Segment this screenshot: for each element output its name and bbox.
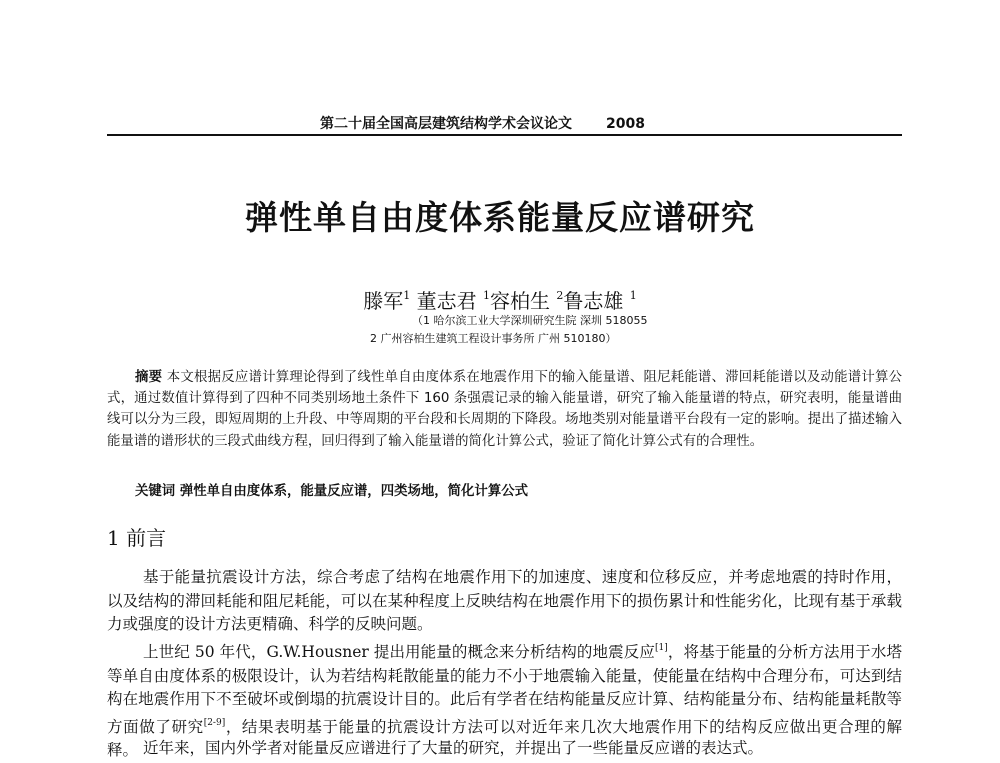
author-name: 董志君: [416, 289, 477, 313]
citation-ref: [1]: [654, 643, 668, 653]
abstract: [107, 367, 902, 452]
citation-ref: [2-9]: [203, 717, 226, 728]
keywords-text: 弹性单自由度体系，能量反应谱，四类场地，简化计算公式: [179, 484, 528, 499]
keywords-label: 关键词: [135, 484, 176, 499]
author-list: [0, 285, 1000, 314]
section-heading: [107, 522, 166, 551]
author-sup: 1: [403, 289, 411, 302]
section-number: 1: [107, 526, 120, 550]
header-year: 2008: [606, 116, 645, 132]
paragraph-2-part: ，结果表明基于能量的抗震设计方法可以对近年来几次大地震作用下的结构反应做出更合理的解释。: [107, 717, 902, 759]
paragraph-1: 基于能量抗震设计方法，综合考虑了结构在地震作用下的加速度、速度和位移反应，并考虑地震的持时作用，以及结构的滞回耗能和阻尼耗能，可以在某种程度上反映结构在地震作用下的损伤累计和性能劣化，比现有基于承载力或强度的设计方法更精确、科学的反映问题。: [107, 568, 902, 633]
running-header: [320, 113, 645, 133]
author-sup: 1: [629, 289, 637, 302]
author-sup: 1: [483, 289, 490, 302]
header-rule: [107, 134, 902, 136]
paragraph-2-part: ，将基于能量的分析方法用于水塔等单自由度体系的极限设计，认为若结构耗散能量的能力不小于地震输入能量，使能量在结构中合理分布，可达到结构在地震作用下不至破坏或倒塌的抗震设计目的。此后有学者在结构能量反应计算、结构能量分布、结构能量耗散等方面做了研究: [107, 643, 902, 736]
affiliation-2: 2 广州容柏生建筑工程设计事务所 广州 510180）: [370, 332, 617, 345]
author-name: 鲁志雄: [563, 289, 624, 313]
author-name: 容柏生: [490, 289, 550, 313]
paper-title: 弹性单自由度体系能量反应谱研究: [245, 198, 755, 237]
keywords: [135, 480, 528, 499]
author-sup: 2: [556, 289, 564, 302]
author-name: 滕军: [363, 289, 404, 313]
paragraph-3: 近年来，国内外学者对能量反应谱进行了大量的研究，并提出了一些能量反应谱的表达式。: [143, 739, 764, 757]
affiliation-1: （1 哈尔滨工业大学深圳研究生院 深圳 518055: [412, 314, 648, 327]
paragraph-2-part: 上世纪 50 年代，G.W.Housner 提出用能量的概念来分析结构的地震反应: [143, 643, 655, 661]
section-title: 前言: [126, 526, 167, 550]
header-conference: 第二十届全国高层建筑结构学术会议论文: [320, 116, 572, 132]
abstract-text: 本文根据反应谱计算理论得到了线性单自由度体系在地震作用下的输入能量谱、阻尼耗能谱、滞回耗能谱以及动能谱计算公式，通过数值计算得到了四种不同类别场地土条件下 160 条强震记录的输入能量谱，研究了输入能量谱的特点，研究表明，能量谱曲线可以分为三段，即短周期的上升段、中等周期的平台段和长周期的下降段。场地类别对能量谱平台段有一定的影响。提出了描述输入能量谱的谱形状的三段式曲线方程，回归得到了输入能量谱的简化计算公式，验证了简化计算公式有的合理性。: [107, 370, 903, 449]
abstract-label: 摘要: [135, 370, 163, 385]
